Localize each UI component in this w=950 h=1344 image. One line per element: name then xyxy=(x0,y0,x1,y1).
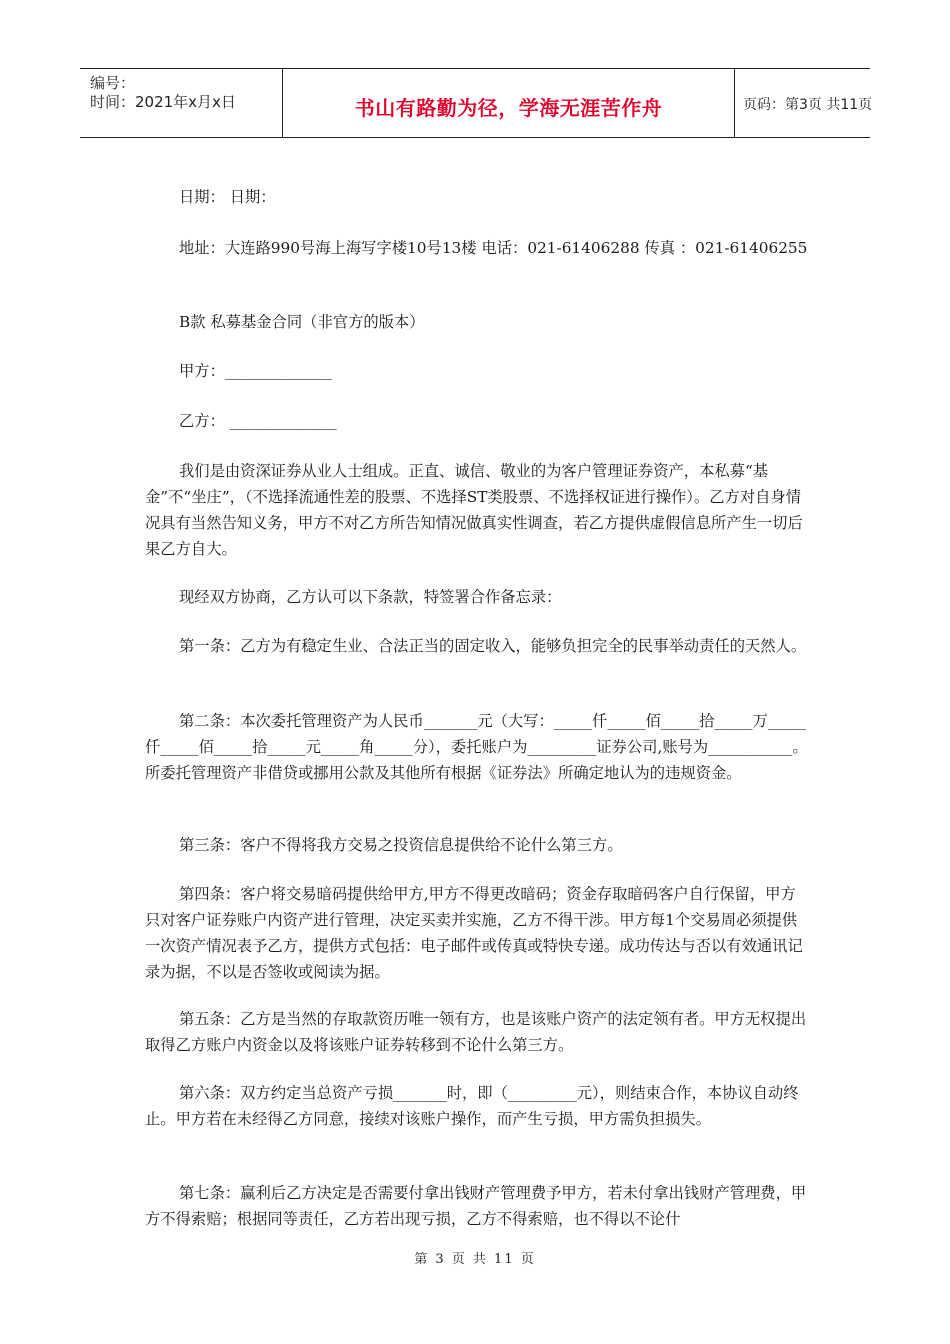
header-page-info: 页码：第3页 共11页 xyxy=(743,97,873,113)
agreement-paragraph: 现经双方协商，乙方认可以下条款，特签署合作备忘录： xyxy=(179,588,562,606)
page-footer: 第 3 页 共 11 页 xyxy=(414,1252,536,1267)
article-2: 第二条：本次委托管理资产为人民币_______元（大写：_____仟_____佰_____拾_____万_____仟_____佰_____拾_____元_____角_____分），委托账户为_________证券公司,账号为___________。所委托管理资产非借贷或挪用公款及其他所有根据《证券法》所确定地认为的违规资金。 xyxy=(145,712,808,782)
party-b-line: 乙方： ______________ xyxy=(179,412,337,430)
intro-paragraph: 我们是由资深证券从业人士组成。正直、诚信、敬业的为客户管理证券资产，本私募“基金”不“坐庄”，（不选择流通性差的股票、不选择ST类股票、不选择权证进行操作）。乙方对自身情况具有当然告知义务，甲方不对乙方所告知情况做真实性调查，若乙方提供虚假信息所产生一切后果乙方自大。 xyxy=(145,462,803,558)
date-line: 日期： 日期： xyxy=(179,188,276,206)
serial-label: 编号： xyxy=(90,74,136,92)
article-1: 第一条：乙方为有稳定生业、合法正当的固定收入，能够负担完全的民事举动责任的天然人。 xyxy=(179,637,807,655)
article-5: 第五条：乙方是当然的存取款资历唯一领有方，也是该账户资产的法定领有者。甲方无权提出取得乙方账户内资金以及将该账户证券转移到不论什么第三方。 xyxy=(145,1010,807,1054)
contract-title: B款 私募基金合同（非官方的版本） xyxy=(179,313,425,331)
header-center-cell xyxy=(283,69,735,137)
header-left-cell xyxy=(80,69,283,137)
header-right-cell xyxy=(735,69,873,137)
time-label: 时间：2021年x月x日 xyxy=(90,93,236,111)
party-a-line: 甲方：______________ xyxy=(179,362,332,380)
article-6: 第六条：双方约定当总资产亏损_______时，即（_________元），则结束合作，本协议自动终止。甲方若在未经得乙方同意，接续对该账户操作，而产生亏损，甲方需负担损失。 xyxy=(145,1084,799,1128)
article-4: 第四条：客户将交易暗码提供给甲方,甲方不得更改暗码；资金存取暗码客户自行保留，甲方只对客户证券账户内资产进行管理，决定买卖并实施，乙方不得干涉。甲方每1个交易周必须提供一次资产情况表予乙方，提供方式包括：电子邮件或传真或特快专递。成功传达与否以有效通讯记录为据，不以是否签收或阅读为据。 xyxy=(145,885,803,981)
header-table xyxy=(80,68,873,138)
address-paragraph: 地址：大连路990号海上海写字楼10号13楼 电话：021-61406288 传真 ：021-61406255 xyxy=(179,239,808,257)
header-motto: 书山有路勤为径，学海无涯苦作舟 xyxy=(354,96,663,120)
article-3: 第三条：客户不得将我方交易之投资信息提供给不论什么第三方。 xyxy=(179,836,623,854)
article-7: 第七条：赢利后乙方决定是否需要付拿出钱财产管理费予甲方，若未付拿出钱财产管理费，甲方不得索赔；根据同等责任，乙方若出现亏损，乙方不得索赔，也不得以不论什 xyxy=(145,1184,807,1228)
